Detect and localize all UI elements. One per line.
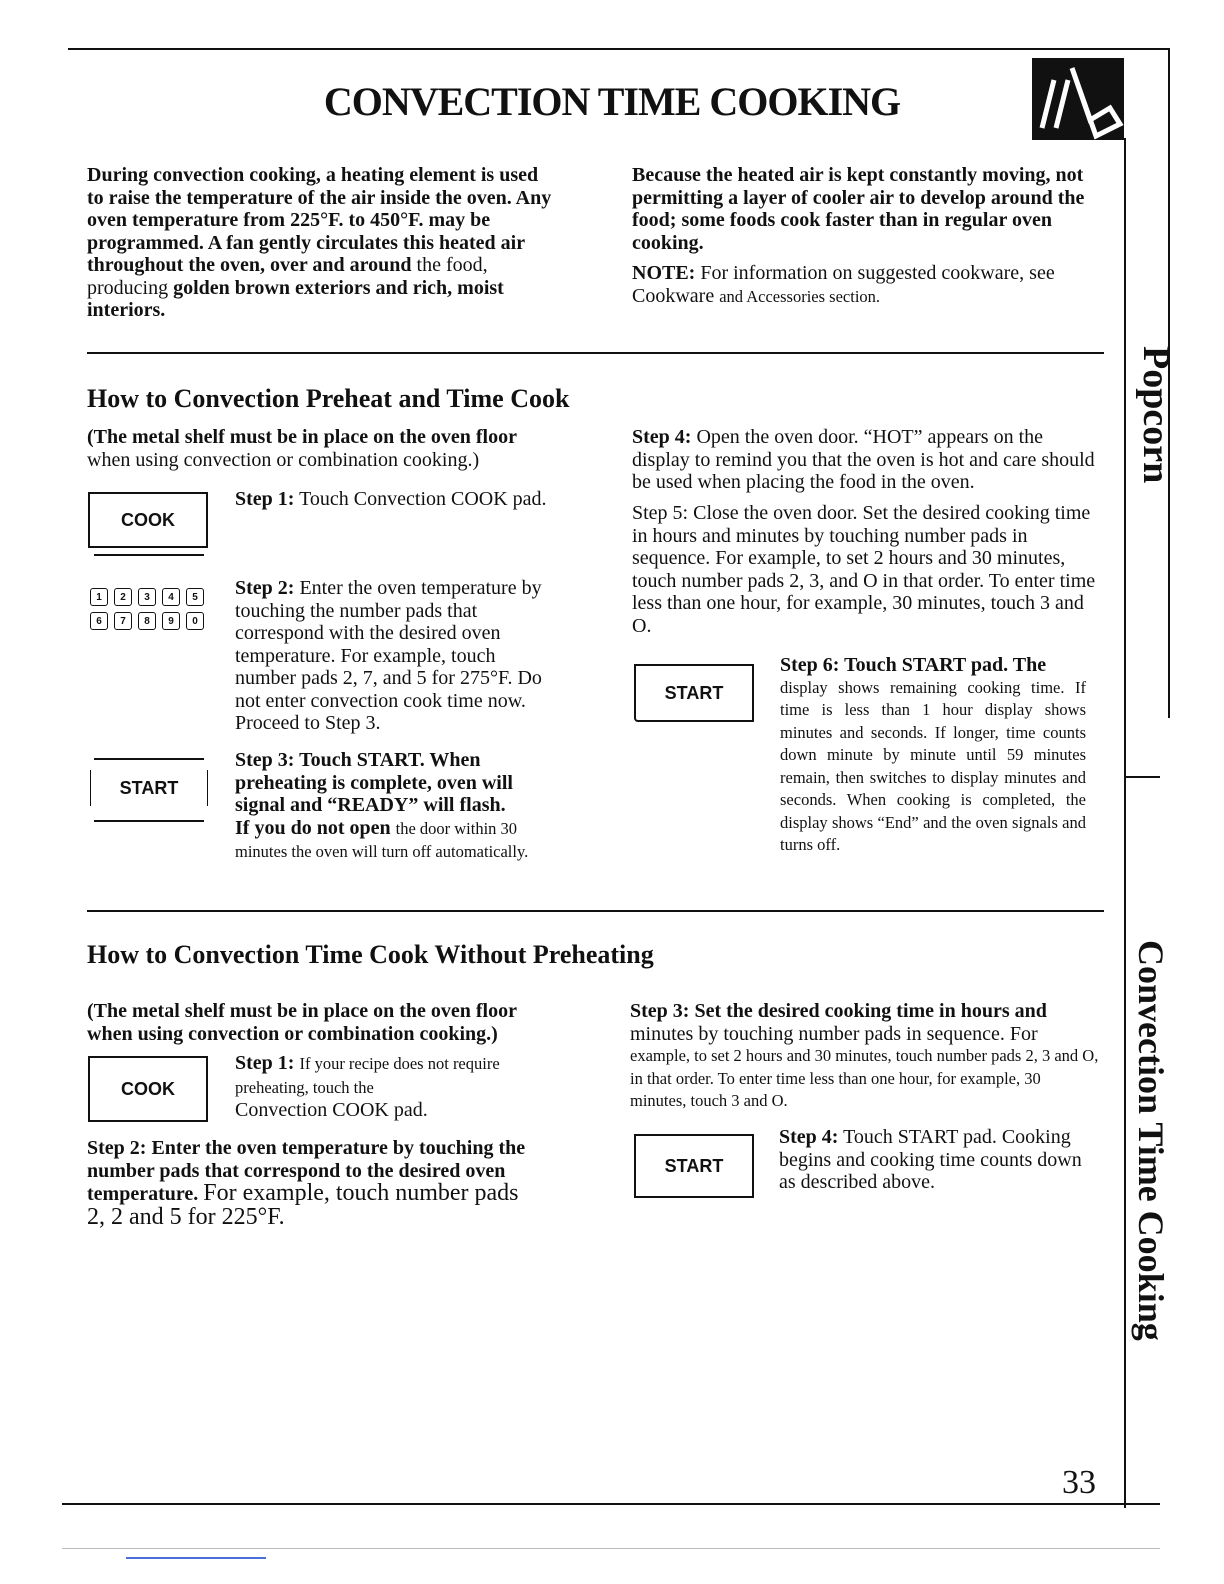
number-keypad-graphic (90, 588, 206, 630)
s1-step1: Step 1: Touch Convection COOK pad. (235, 488, 547, 510)
s1-step2: Step 2: Enter the oven temperature by touching the number pads that correspond with the desired oven temperature. For example, touch number pads 2, 7, and 5 for 275°F. Do not enter convection cook time now. Proceed to Step 3. (235, 577, 542, 734)
s1-step3: Step 3: Touch START. When preheating is complete, oven will signal and “READY” will flash. If you do not open the door within 30 minutes the oven will turn off automatically. (235, 749, 529, 861)
key-2: 2 (114, 588, 132, 606)
cook-pad-label: COOK (121, 509, 175, 530)
side-tab-popcorn: Popcorn (1135, 346, 1177, 484)
s2-step4: Step 4: Touch START pad. Cooking begins and cooking time counts down as described above. (779, 1126, 1082, 1193)
key-3: 3 (138, 588, 156, 606)
key-8: 8 (138, 612, 156, 630)
start-pad-label: START (119, 777, 179, 798)
section1-heading: How to Convection Preheat and Time Cook (87, 384, 570, 413)
start-pad-graphic-3 (634, 1134, 754, 1198)
key-4: 4 (162, 588, 180, 606)
start-pad-label-2: START (664, 682, 724, 703)
key-6: 6 (90, 612, 108, 630)
section2-heading: How to Convection Time Cook Without Preheating (87, 940, 654, 969)
bottom-blue-mark (126, 1557, 266, 1559)
s1-step6: Step 6: Touch START pad. The display shows remaining cooking time. If time is less than 1 hour display shows minutes and seconds. If longer, time counts down minute by minute until 59 minutes remain, then switches to display minutes and seconds. When cooking is completed, the display shows “End” and the oven signals and turns off. (780, 654, 1086, 854)
intro-right: Because the heated air is kept constantly moving, not permitting a layer of cooler air to develop around the food; some foods cook faster than in regular oven cooking. NOTE: For information on suggested cookware, see Cookware and Accessories section. (632, 164, 1085, 307)
s2-step3: Step 3: Set the desired cooking time in hours and minutes by touching number pads in sequence. For example, to set 2 hours and 30 minutes, touch number pads 2, 3 and O, in that order. To enter time less than one hour, for example, 30 minutes, touch 3 and O. (630, 1000, 1099, 1110)
section2-shelf-note: (The metal shelf must be in place on the oven floor when using convection or combination cooking.) (87, 1000, 517, 1045)
section-divider-2 (87, 910, 1104, 912)
key-7: 7 (114, 612, 132, 630)
page-number: 33 (1062, 1464, 1096, 1501)
s2-step1: Step 1: If your recipe does not require preheating, touch the Convection COOK pad. (235, 1052, 500, 1121)
key-5: 5 (186, 588, 204, 606)
section1-shelf-note: (The metal shelf must be in place on the oven floor when using convection or combination cooking.) (87, 426, 517, 471)
s1-step4: Step 4: Open the oven door. “HOT” appears on the display to remind you that the oven is hot and care should be used when placing the food in the oven. (632, 426, 1095, 493)
hand-logo-icon (1032, 58, 1124, 140)
s2-step2: Step 2: Enter the oven temperature by touching the number pads that correspond to the desired oven temperature. For example, touch number pads 2, 2 and 5 for 225°F. (87, 1137, 526, 1230)
cook-pad-graphic-2 (88, 1056, 208, 1122)
page-title: CONVECTION TIME COOKING (323, 79, 901, 124)
bottom-rule (62, 1503, 1160, 1505)
start-pad-graphic (90, 770, 208, 806)
cook-pad-label-2: COOK (121, 1078, 175, 1099)
start-pad-bottom-rule (94, 820, 204, 822)
start-pad-graphic-2 (634, 664, 754, 722)
section-divider-1 (87, 352, 1104, 354)
key-0: 0 (186, 612, 204, 630)
top-rule (68, 48, 1168, 50)
side-tab-rule (1124, 138, 1126, 1508)
start-pad-label-3: START (664, 1155, 724, 1176)
page-edge-rule (62, 1548, 1160, 1549)
side-tab-convection-time-cooking: Convection Time Cooking (1131, 940, 1171, 1341)
key-1: 1 (90, 588, 108, 606)
start-pad-top-rule (94, 758, 204, 760)
pad-divider (94, 554, 204, 556)
key-9: 9 (162, 612, 180, 630)
s1-step5: Step 5: Close the oven door. Set the desired cooking time in hours and minutes by touching number pads in sequence. For example, to set 2 hours and 30 minutes, touch number pads 2, 3, and O in that order. To enter time less than one hour, for example, 30 minutes, touch 3 and O. (632, 502, 1096, 637)
intro-left: During convection cooking, a heating element is used to raise the temperature of the air inside the oven. Any oven temperature from 225°F. to 450°F. may be programmed. A fan gently circulates this heated air throughout the oven, over and around the food, producing golden brown exteriors and rich, moist interiors. (87, 164, 552, 321)
side-tab-divider (1126, 776, 1160, 778)
cook-pad-graphic (88, 492, 208, 548)
